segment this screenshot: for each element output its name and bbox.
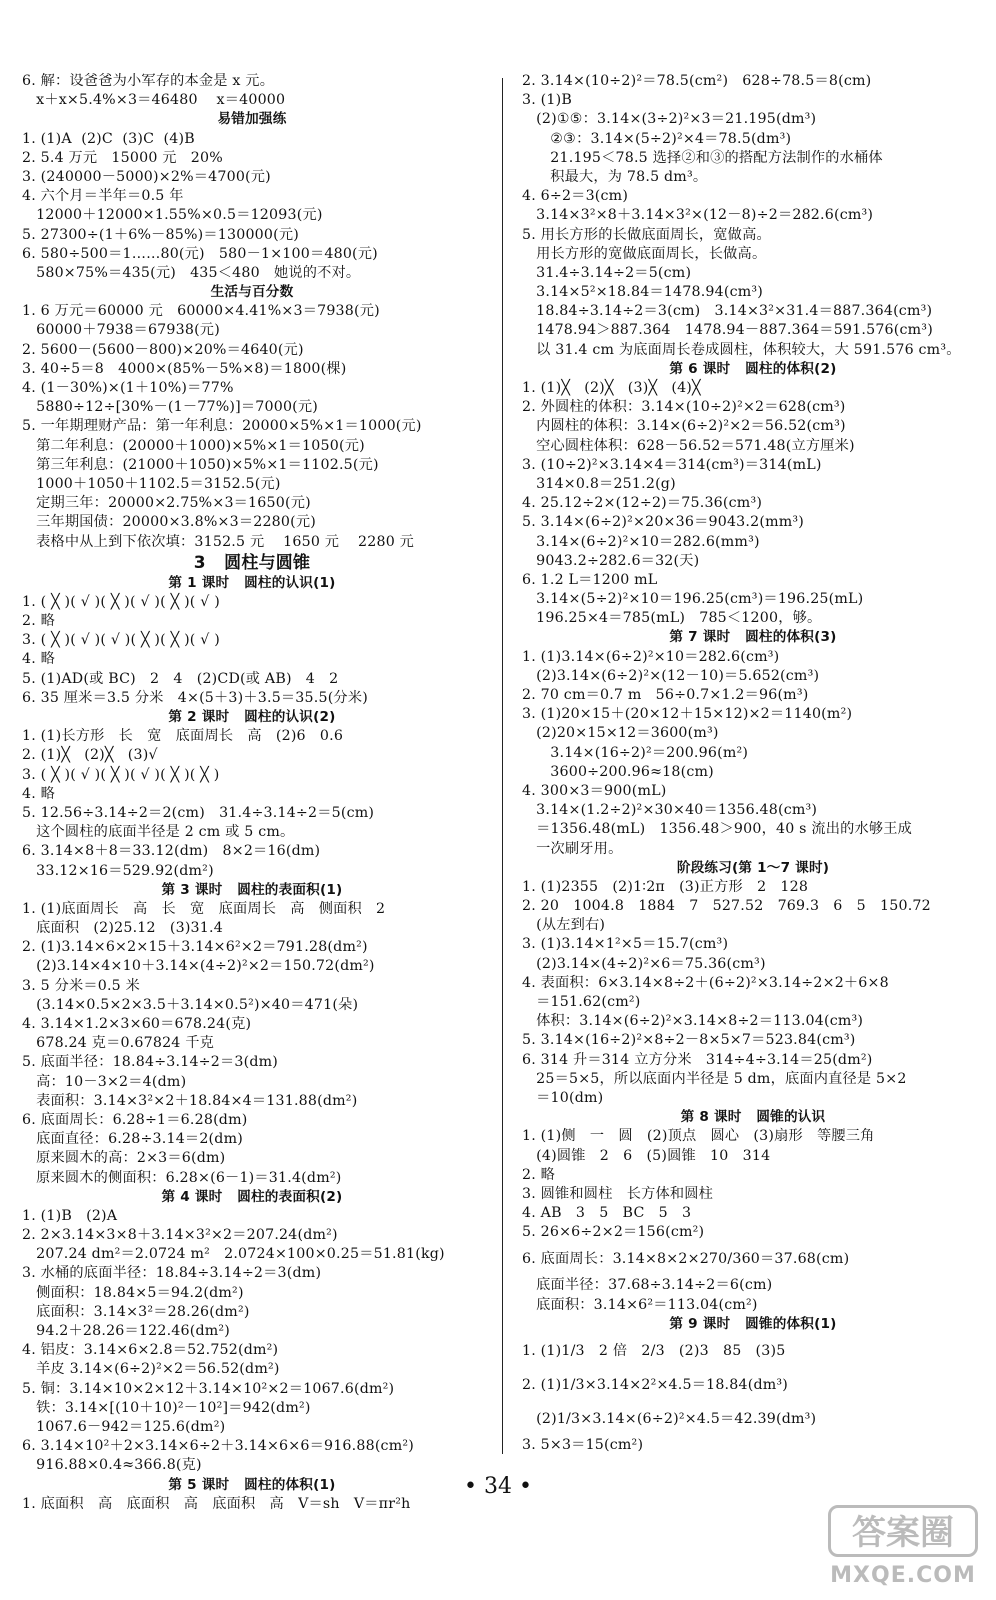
- section-heading: 第 8 课时 圆锥的认识: [680, 1109, 826, 1126]
- answer-line: 1. (1)长方形 长 宽 底面周长 高 (2)6 0.6: [22, 728, 344, 745]
- answer-line: 3. 40÷5＝8 4000×(85%－5%×8)＝1800(棵): [22, 360, 347, 377]
- watermark-top-text: 答案圈: [828, 1505, 978, 1557]
- answer-line: 1. 6 万元＝60000 元 60000×4.41%×3＝7938(元): [22, 303, 380, 320]
- answer-line: 4. 略: [22, 785, 56, 802]
- answer-line: 18.84÷3.14÷2＝3(cm) 3.14×3²×31.4＝887.364(cm³): [522, 303, 933, 320]
- answer-line: 5. (1)AD(或 BC) 2 4 (2)CD(或 AB) 4 2: [22, 670, 339, 687]
- answer-line: (2)①⑤：3.14×(3÷2)²×3＝21.195(dm³): [522, 111, 817, 128]
- answer-line: 2. (1)3.14×6×2×15＋3.14×6²×2＝791.28(dm²): [22, 939, 368, 956]
- answer-line: 一次刷牙用。: [522, 840, 623, 857]
- answer-line: 内圆柱的体积：3.14×(6÷2)²×2＝56.52(cm³): [522, 418, 846, 435]
- section-heading: 第 4 课时 圆柱的表面积(2): [161, 1188, 343, 1205]
- section-heading: 生活与百分数: [210, 284, 294, 301]
- answer-line: 4. 表面积：6×3.14×8÷2＋(6÷2)²×3.14÷2×2＋6×8: [522, 974, 889, 991]
- answer-line: 4. 略: [22, 651, 56, 668]
- answer-line: 3.14×3²×8＋3.14×3²×(12－8)÷2＝282.6(cm³): [522, 207, 874, 224]
- answer-line: 3. 圆锥和圆柱 长方体和圆柱: [522, 1185, 714, 1202]
- answer-line: 空心圆柱体积：628－56.52＝571.48(立方厘米): [522, 437, 855, 454]
- answer-line: 5880÷12÷[30%－(1－77%)]＝7000(元): [22, 399, 319, 416]
- answer-line: 1067.6－942＝125.6(dm²): [22, 1418, 226, 1435]
- answer-line: 3. ( ╳ )( √ )( √ )( ╳ )( ╳ )( √ ): [22, 632, 220, 649]
- answer-line: 3. 5×3＝15(cm²): [522, 1437, 644, 1453]
- section-heading: 阶段练习(第 1～7 课时): [676, 859, 830, 876]
- answer-line: 2. 5.4 万元 15000 元 20%: [22, 149, 223, 166]
- answer-line: 三年期国债：20000×3.8%×3＝2280(元): [22, 514, 316, 531]
- answer-line: ②③：3.14×(5÷2)²×4＝78.5(dm³): [522, 130, 792, 147]
- answer-line: 积最大，为 78.5 dm³。: [522, 168, 708, 185]
- answer-line: 原来圆木的侧面积：6.28×(6－1)＝31.4(dm²): [22, 1169, 342, 1186]
- answer-line: 5. 底面半径：18.84÷3.14÷2＝3(dm): [22, 1054, 279, 1071]
- answer-line: 3. 水桶的底面半径：18.84÷3.14÷2＝3(dm): [22, 1265, 322, 1282]
- answer-line: 33.12×16＝529.92(dm²): [22, 862, 214, 879]
- answer-line: 3.14×5²×18.84＝1478.94(cm³): [522, 284, 764, 301]
- answer-line: 以 31.4 cm 为底面周长卷成圆柱，体积较大，大 591.576 cm³。: [522, 341, 961, 358]
- answer-line: 5. 一年期理财产品：第一年利息：20000×5%×1＝1000(元): [22, 418, 422, 435]
- answer-line: 侧面积：18.84×5＝94.2(dm²): [22, 1284, 244, 1301]
- answer-line: 4. (1－30%)×(1＋10%)＝77%: [22, 380, 234, 396]
- section-heading: 第 6 课时 圆柱的体积(2): [669, 360, 837, 377]
- answer-line: 底面积：3.14×6²＝113.04(cm²): [522, 1296, 758, 1313]
- answer-line: 4. 铝皮：3.14×6×2.8＝52.752(dm²): [22, 1342, 279, 1359]
- answer-line: 4. 六个月＝半年＝0.5 年: [22, 188, 184, 205]
- answer-line: 3. 5 分米＝0.5 米: [22, 977, 141, 994]
- answer-line: (4)圆锥 2 6 (5)圆锥 10 314: [522, 1147, 771, 1164]
- answer-line: 1000＋1050＋1102.5＝3152.5(元): [22, 475, 281, 492]
- answer-line: (2)3.14×(4÷2)²×6＝75.36(cm³): [522, 955, 766, 972]
- answer-line: 1. (1)A (2)C (3)C (4)B: [22, 130, 195, 147]
- section-heading: 第 2 课时 圆柱的认识(2): [168, 709, 336, 725]
- answer-line: 2. 外圆柱的体积：3.14×(10÷2)²×2＝628(cm³): [522, 399, 846, 416]
- answer-line: 用长方形的宽做底面周长，长做高。: [522, 245, 767, 262]
- answer-line: 3.14×(16÷2)²＝200.96(m²): [522, 744, 749, 761]
- answer-line: (从左到右): [522, 917, 606, 934]
- section-heading: 易错加强练: [217, 111, 287, 128]
- answer-line: 5. 铜：3.14×10×2×12＋3.14×10²×2＝1067.6(dm²): [22, 1380, 395, 1397]
- answer-line: 3.14×(5÷2)²×10＝196.25(cm³)＝196.25(mL): [522, 591, 864, 608]
- answer-line: 这个圆柱的底面半径是 2 cm 或 5 cm。: [22, 824, 295, 841]
- answer-line: 3. (1)B: [522, 92, 572, 109]
- answer-line: 2. 略: [22, 613, 56, 630]
- answer-line: 3. ( ╳ )( √ )( ╳ )( √ )( ╳ )( ╳ ): [22, 766, 220, 783]
- answer-line: 3600÷200.96≈18(cm): [522, 763, 714, 780]
- answer-line: 6. 解：设爸爸为小军存的本金是 x 元。: [22, 73, 275, 89]
- answer-line: 1. (1)1/3 2 倍 2/3 (2)3 85 (3)5: [522, 1343, 786, 1359]
- answer-line: 2. 2×3.14×3×8＋3.14×3²×2＝207.24(dm²): [22, 1227, 338, 1244]
- answer-line: 第二年利息：(20000＋1000)×5%×1＝1050(元): [22, 437, 365, 454]
- answer-line: 2. 5600－(5600－800)×20%＝4640(元): [22, 341, 304, 358]
- answer-line: 高：10－3×2＝4(dm): [22, 1073, 187, 1090]
- answer-line: 678.24 克＝0.67824 千克: [22, 1035, 215, 1052]
- section-heading: 第 9 课时 圆锥的体积(1): [669, 1315, 837, 1332]
- answer-line: 底面积：3.14×3²＝28.26(dm²): [22, 1303, 250, 1320]
- answer-line: 4. AB 3 5 BC 5 3: [522, 1205, 692, 1222]
- answer-line: 6. 3.14×8＋8＝33.12(dm) 8×2＝16(dm): [22, 843, 321, 860]
- answer-line: 916.88×0.4≈366.8(克): [22, 1457, 202, 1474]
- answer-line: 12000＋12000×1.55%×0.5＝12093(元): [22, 207, 323, 224]
- answer-line: 21.195＜78.5 选择②和③的搭配方法制作的水桶体: [522, 149, 883, 166]
- answer-line: ＝10(dm): [522, 1089, 604, 1106]
- answer-line: (3.14×0.5×2×3.5＋3.14×0.5²)×40＝471(朵): [22, 996, 359, 1013]
- answer-line: 580×75%＝435(元) 435＜480 她说的不对。: [22, 264, 361, 281]
- answer-line: 1. ( ╳ )( √ )( ╳ )( √ )( ╳ )( √ ): [22, 593, 220, 610]
- answer-line: 底面半径：37.68÷3.14÷2＝6(cm): [522, 1277, 773, 1294]
- answer-line: 定期三年：20000×2.75%×3＝1650(元): [22, 495, 311, 512]
- answer-line: 表格中从上到下依次填：3152.5 元 1650 元 2280 元: [22, 533, 415, 550]
- answer-line: 4. 3.14×1.2×3×60＝678.24(克): [22, 1016, 252, 1032]
- answer-line: 第三年利息：(21000＋1050)×5%×1＝1102.5(元): [22, 456, 379, 473]
- watermark-logo: [828, 1505, 978, 1590]
- watermark-site-text: MXQE.COM: [830, 1563, 976, 1588]
- section-heading: 3 圆柱与圆锥: [193, 552, 311, 573]
- answer-line: x＋x×5.4%×3＝46480 x＝40000: [22, 92, 286, 109]
- answer-line: 2. 略: [522, 1166, 556, 1183]
- answer-line: 5. 26×6÷2×2＝156(cm²): [522, 1224, 705, 1241]
- answer-line: 6. 580÷500＝1……80(元) 580－1×100＝480(元): [22, 245, 378, 262]
- answer-line: 1. (1)底面周长 高 长 宽 底面周长 高 侧面积 2: [22, 900, 386, 917]
- answer-column-right: [522, 72, 984, 1455]
- section-heading: 第 1 课时 圆柱的认识(1): [168, 574, 336, 591]
- answer-line: 3. (1)20×15＋(20×12＋15×12)×2＝1140(m²): [522, 706, 853, 723]
- answer-line: 2. (1)1/3×3.14×2²×4.5＝18.84(dm³): [522, 1377, 789, 1393]
- section-heading: 第 3 课时 圆柱的表面积(1): [161, 881, 343, 898]
- answer-line: 94.2＋28.26＝122.46(dm²): [22, 1323, 231, 1339]
- answer-line: (2)3.14×(6÷2)²×(12－10)＝5.652(cm³): [522, 667, 820, 684]
- answer-line: (2)3.14×4×10＋3.14×(4÷2)²×2＝150.72(dm²): [22, 958, 375, 975]
- answer-line: 207.24 dm²＝2.0724 m² 2.0724×100×0.25＝51.81(kg): [22, 1246, 445, 1263]
- answer-line: 314×0.8＝251.2(g): [522, 475, 676, 492]
- answer-line: 2. 3.14×(10÷2)²＝78.5(cm²) 628÷78.5＝8(cm): [522, 73, 872, 89]
- answer-line: 3.14×(6÷2)²×10＝282.6(mm³): [522, 533, 760, 550]
- answer-line: 31.4÷3.14÷2＝5(cm): [522, 264, 692, 281]
- answer-line: ＝151.62(cm²): [522, 994, 641, 1010]
- answer-line: 6. 底面周长：3.14×8×2×270/360＝37.68(cm): [522, 1251, 850, 1268]
- answer-line: 2. 20 1004.8 1884 7 527.52 769.3 6 5 150.72: [522, 898, 931, 915]
- column-divider: [502, 78, 503, 1454]
- answer-line: (2)20×15×12＝3600(m³): [522, 725, 719, 742]
- answer-line: 2. 70 cm＝0.7 m 56÷0.7×1.2＝96(m³): [522, 687, 809, 703]
- answer-line: 表面积：3.14×3²×2＋18.84×4＝131.88(dm²): [22, 1092, 358, 1109]
- answer-line: 25＝5×5，所以底面内半径是 5 dm，底面内直径是 5×2: [522, 1070, 907, 1087]
- answer-line: 底面直径：6.28÷3.14＝2(dm): [22, 1131, 243, 1148]
- answer-line: 60000＋7938＝67938(元): [22, 322, 220, 339]
- answer-line: 4. 6÷2＝3(cm): [522, 188, 629, 205]
- answer-line: 1. (1)3.14×(6÷2)²×10＝282.6(cm³): [522, 648, 780, 665]
- answer-line: 1. (1)2355 (2)1∶2π (3)正方形 2 128: [522, 878, 809, 895]
- section-heading: 第 5 课时 圆柱的体积(1): [168, 1476, 336, 1493]
- answer-line: 1478.94＞887.364 1478.94－887.364＝591.576(cm³): [522, 322, 933, 339]
- answer-line: 3.14×(1.2÷2)²×30×40＝1356.48(cm³): [522, 802, 818, 819]
- answer-line: 3. (1)3.14×1²×5＝15.7(cm³): [522, 936, 729, 953]
- answer-line: 羊皮 3.14×(6÷2)²×2＝56.52(dm²): [22, 1361, 280, 1378]
- answer-line: (2)1/3×3.14×(6÷2)²×4.5＝42.39(dm³): [522, 1411, 817, 1427]
- answer-line: 6. 314 升＝314 立方分米 314÷4÷3.14＝25(dm²): [522, 1051, 873, 1068]
- answer-line: 4. 25.12÷2×(12÷2)＝75.36(cm³): [522, 495, 763, 512]
- answer-line: 3. (240000－5000)×2%＝4700(元): [22, 168, 271, 185]
- answer-line: 4. 300×3＝900(mL): [522, 782, 667, 799]
- page-number: • 34 •: [464, 1474, 532, 1499]
- answer-line: 6. 1.2 L＝1200 mL: [522, 571, 658, 588]
- section-heading: 第 7 课时 圆柱的体积(3): [669, 629, 837, 646]
- answer-line: 3. (10÷2)²×3.14×4＝314(cm³)＝314(mL): [522, 456, 822, 473]
- answer-line: 底面积 (2)25.12 (3)31.4: [22, 920, 223, 937]
- answer-line: 铁：3.14×[(10＋10)²－10²]＝942(dm²): [22, 1399, 311, 1416]
- answer-line: 6. 底面周长：6.28÷1＝6.28(dm): [22, 1111, 248, 1128]
- answer-line: 1. (1)侧 一 圆 (2)顶点 圆心 (3)扇形 等腰三角: [522, 1128, 875, 1145]
- answer-line: 2. (1)╳ (2)╳ (3)√: [22, 747, 158, 764]
- answer-line: 5. 12.56÷3.14÷2＝2(cm) 31.4÷3.14÷2＝5(cm): [22, 804, 375, 821]
- answer-line: 5. 用长方形的长做底面周长，宽做高。: [522, 226, 771, 243]
- answer-line: 体积：3.14×(6÷2)²×3.14×8÷2＝113.04(cm³): [522, 1013, 864, 1030]
- answer-line: 1. (1)╳ (2)╳ (3)╳ (4)╳: [522, 380, 701, 396]
- answer-line: 5. 3.14×(16÷2)²×8÷2－8×5×7＝523.84(cm³): [522, 1032, 856, 1049]
- answer-line: 6. 3.14×10²＋2×3.14×6÷2＋3.14×6×6＝916.88(cm²): [22, 1438, 414, 1455]
- answer-column-left: [22, 72, 482, 1514]
- answer-line: 原来圆木的高：2×3＝6(dm): [22, 1150, 226, 1167]
- answer-line: ＝1356.48(mL) 1356.48＞900，40 s 流出的水够王成: [522, 821, 913, 838]
- answer-line: 196.25×4＝785(mL) 785＜1200，够。: [522, 610, 822, 627]
- answer-line: 6. 35 厘米＝3.5 分米 4×(5＋3)＋3.5＝35.5(分米): [22, 689, 368, 706]
- answer-line: 5. 3.14×(6÷2)²×20×36＝9043.2(mm³): [522, 514, 804, 531]
- answer-line: 1. 底面积 高 底面积 高 底面积 高 V＝sh V＝πr²h: [22, 1495, 411, 1512]
- answer-line: 5. 27300÷(1＋6%－85%)＝130000(元): [22, 226, 299, 243]
- answer-line: 1. (1)B (2)A: [22, 1207, 118, 1224]
- answer-line: 9043.2÷282.6＝32(天): [522, 552, 700, 569]
